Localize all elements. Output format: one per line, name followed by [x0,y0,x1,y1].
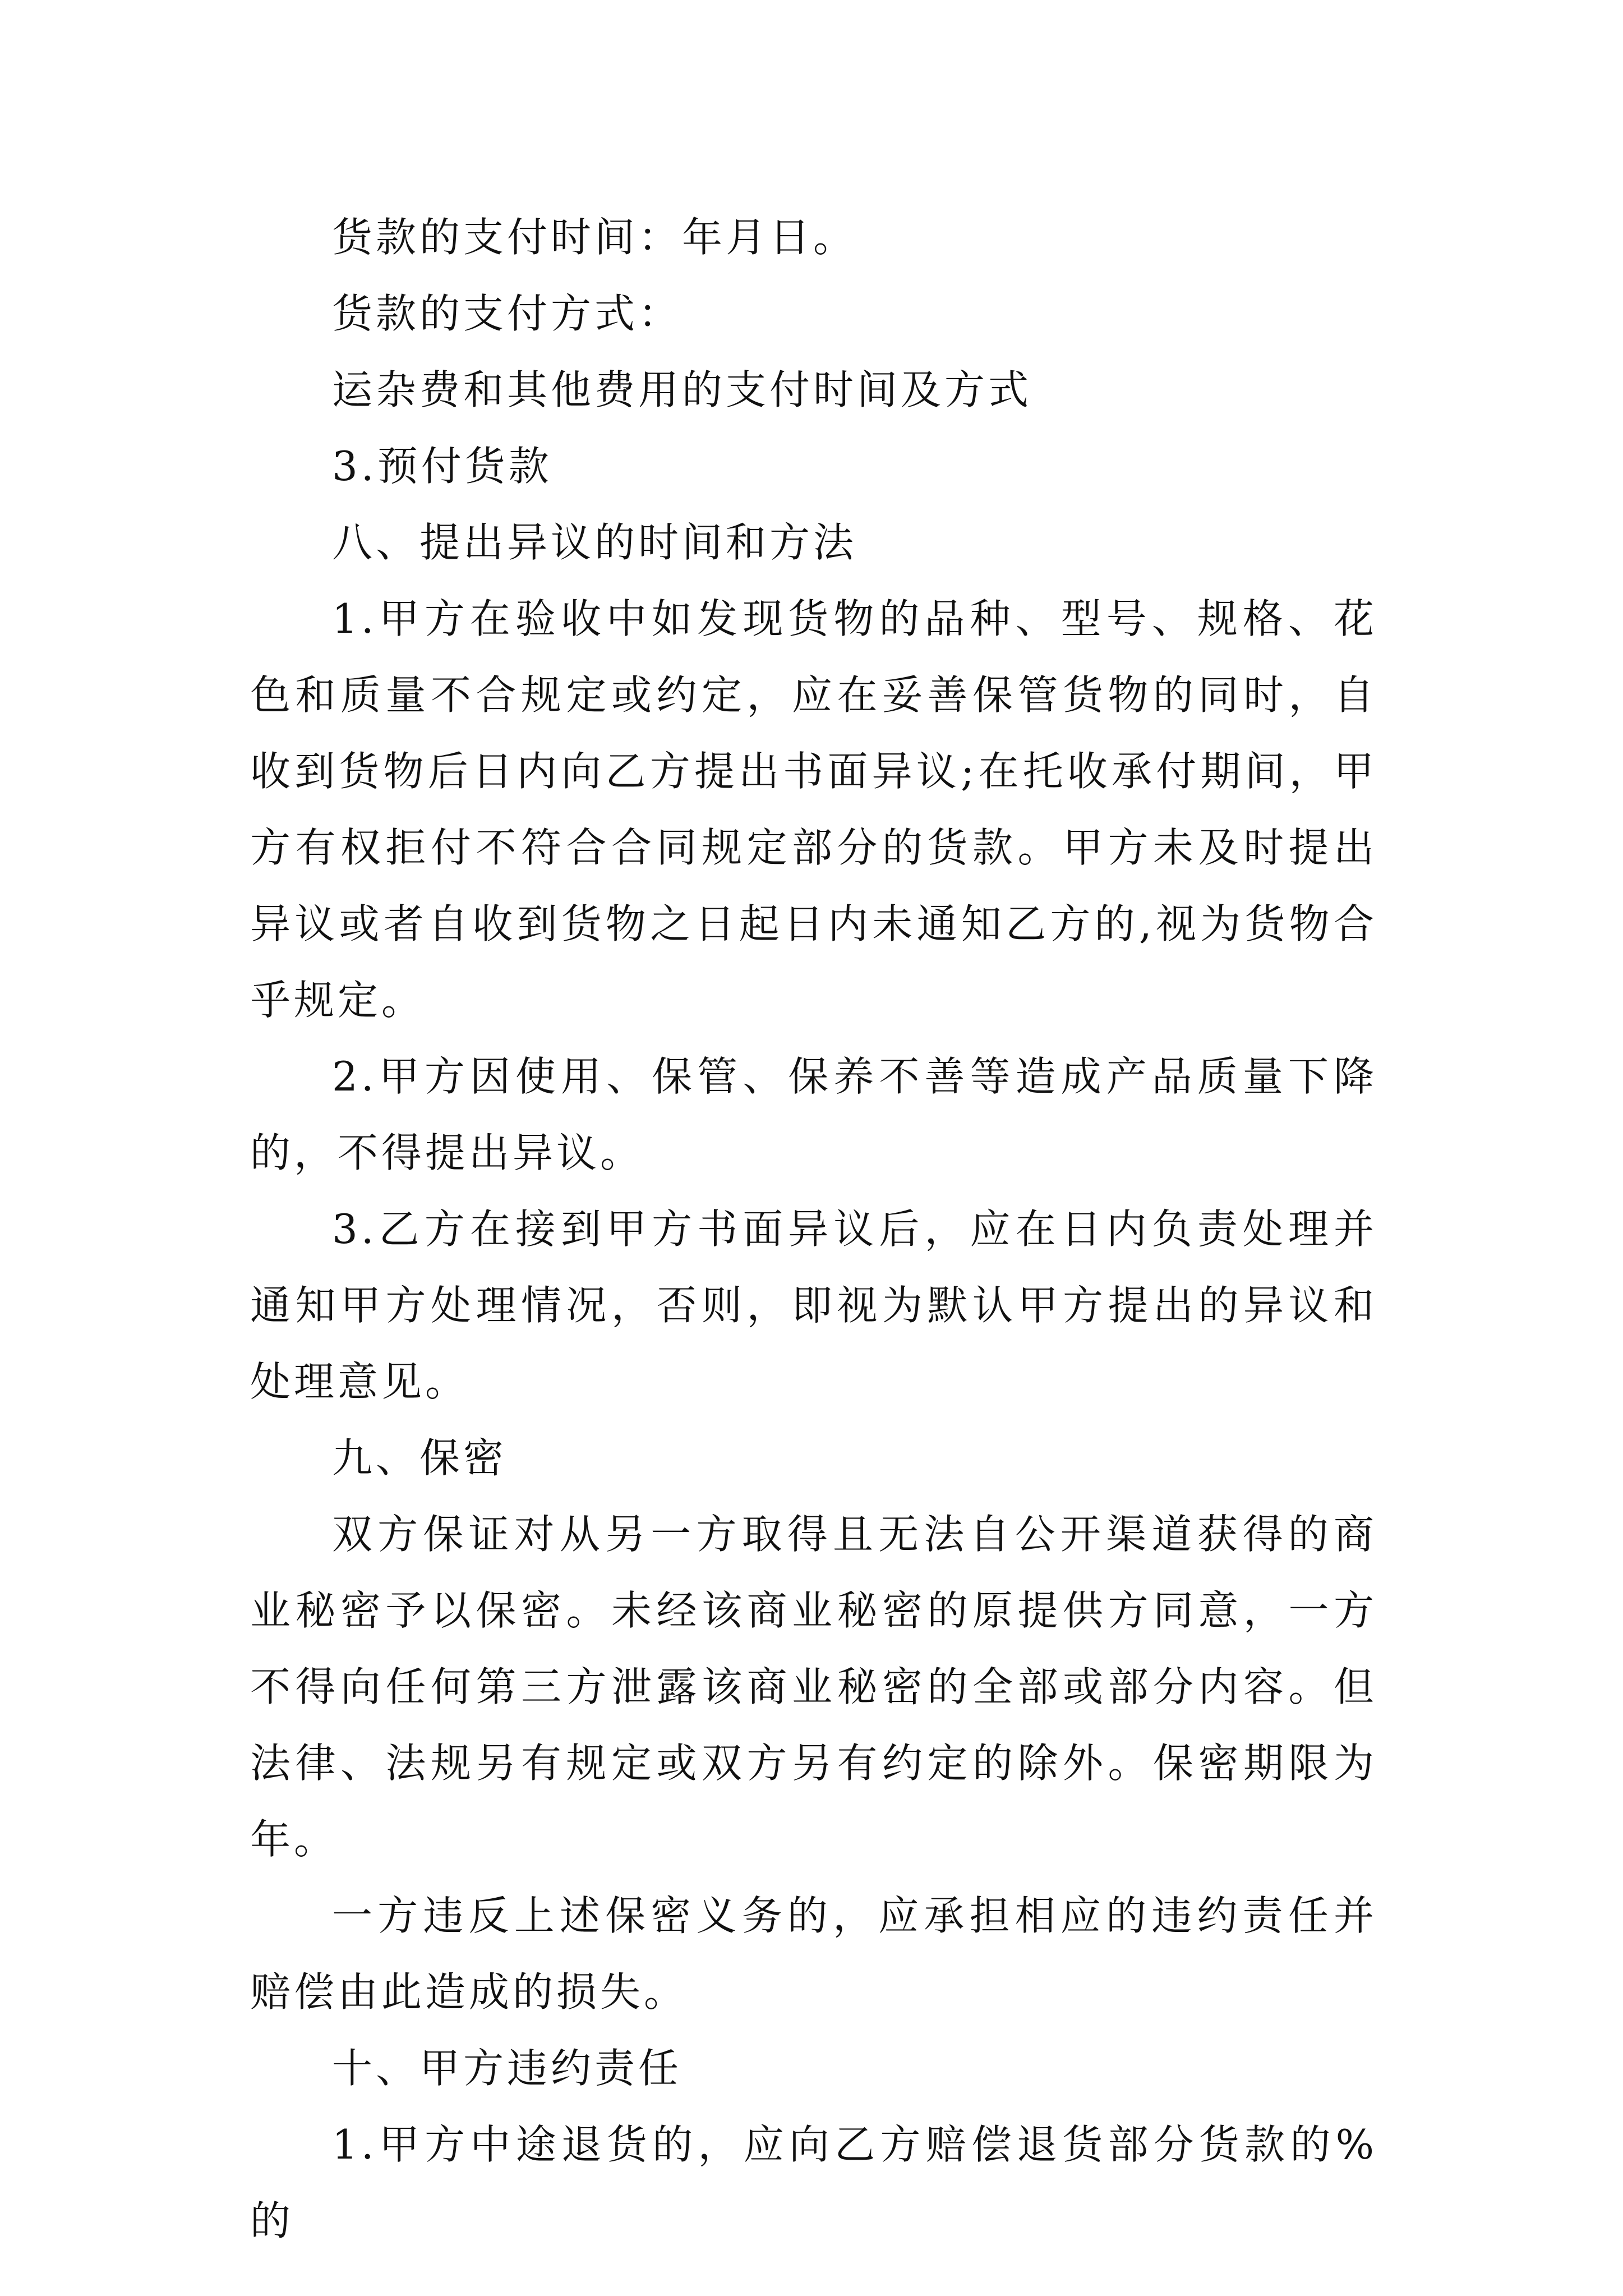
paragraph-confidentiality-1: 双方保证对从另一方取得且无法自公开渠道获得的商业秘密予以保密。未经该商业秘密的原提供方同意，一方不得向任何第三方泄露该商业秘密的全部或部分内容。但法律、法规另有规定或双方另有约定的除外。保密期限为年。 [250,1511,1377,1863]
section-heading-liability: 十、甲方违约责任 [332,2045,683,2092]
paragraph-objection-1: 1.甲方在验收中如发现货物的品种、型号、规格、花色和质量不合规定或约定，应在妥善保管货物的同时，自收到货物后日内向乙方提出书面异议;在托收承付期间，甲方有权拒付不符合合同规定部分的货款。甲方未及时提出异议或者自收到货物之日起日内未通知乙方的,视为货物合乎规定。 [250,595,1377,1024]
section-heading-objection: 八、提出异议的时间和方法 [332,519,857,566]
paragraph-freight-payment: 运杂费和其他费用的支付时间及方式 [332,366,1032,413]
paragraph-liability-1: 1.甲方中途退货的，应向乙方赔偿退货部分货款的%的 [250,2121,1377,2244]
document-body [250,199,1377,2259]
section-heading-confidentiality: 九、保密 [332,1434,508,1481]
paragraph-payment-time: 货款的支付时间：年月日。 [332,214,857,261]
paragraph-confidentiality-2: 一方违反上述保密义务的，应承担相应的违约责任并赔偿由此造成的损失。 [250,1892,1377,2016]
paragraph-objection-3: 3.乙方在接到甲方书面异议后，应在日内负责处理并通知甲方处理情况，否则，即视为默认甲方提出的异议和处理意见。 [250,1205,1377,1405]
paragraph-objection-2: 2.甲方因使用、保管、保养不善等造成产品质量下降的，不得提出异议。 [250,1053,1377,1176]
paragraph-payment-method: 货款的支付方式： [332,290,683,337]
paragraph-advance-payment: 3.预付货款 [332,443,552,490]
